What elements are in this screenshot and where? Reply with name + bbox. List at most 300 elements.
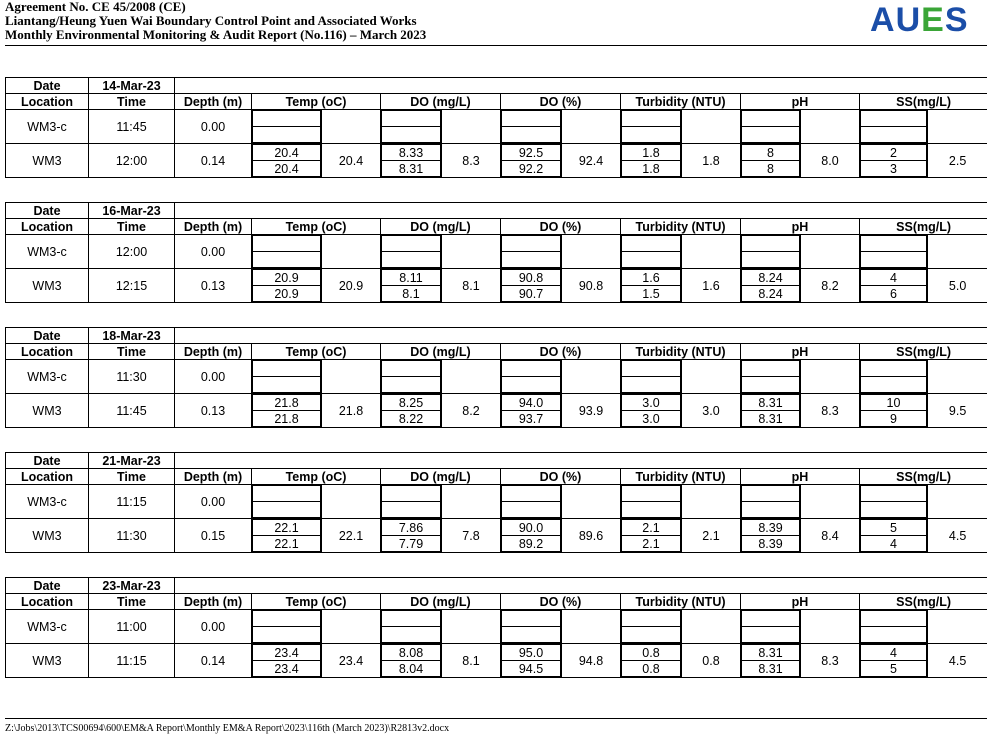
table-row-wm3-c xyxy=(6,235,987,269)
location-header: Location xyxy=(6,219,89,235)
time-header: Time xyxy=(89,94,175,110)
do-mgl-readings xyxy=(381,144,442,178)
reading-1 xyxy=(253,611,321,627)
do-pct-average: 89.6 xyxy=(562,519,621,553)
date-value: 23-Mar-23 xyxy=(89,578,175,594)
do-pct-average: 93.9 xyxy=(562,394,621,428)
reading-1 xyxy=(622,486,681,502)
reading-1 xyxy=(253,111,321,127)
reading-1: 90.0 xyxy=(502,520,561,536)
time-cell: 11:30 xyxy=(89,360,175,394)
temp-average xyxy=(322,360,381,394)
ss-header: SS(mg/L) xyxy=(860,219,987,235)
temp-average: 22.1 xyxy=(322,519,381,553)
date-row-filler xyxy=(175,453,987,469)
reading-1: 4 xyxy=(861,270,927,286)
reading-1 xyxy=(861,486,927,502)
date-value: 16-Mar-23 xyxy=(89,203,175,219)
do-mgl-average: 7.8 xyxy=(442,519,501,553)
do-pct-header: DO (%) xyxy=(501,94,621,110)
ss-average: 4.5 xyxy=(928,644,987,678)
date-label: Date xyxy=(6,453,89,469)
ph-readings xyxy=(741,360,801,394)
reading-2 xyxy=(861,502,927,518)
ph-header: pH xyxy=(741,94,860,110)
do-mgl-header: DO (mg/L) xyxy=(381,344,501,360)
time-cell: 11:15 xyxy=(89,485,175,519)
reading-1: 8.25 xyxy=(382,395,441,411)
do-mgl-readings xyxy=(381,360,442,394)
ph-header: pH xyxy=(741,344,860,360)
reading-1 xyxy=(253,236,321,252)
do-mgl-average: 8.3 xyxy=(442,144,501,178)
location-cell: WM3 xyxy=(6,394,89,428)
turbidity-header: Turbidity (NTU) xyxy=(621,469,741,485)
reading-1: 8.11 xyxy=(382,270,441,286)
temp-average: 21.8 xyxy=(322,394,381,428)
ph-header: pH xyxy=(741,219,860,235)
reading-2: 89.2 xyxy=(502,536,561,552)
turbidity-average xyxy=(682,235,741,269)
time-header: Time xyxy=(89,344,175,360)
ss-readings xyxy=(860,519,928,553)
do-mgl-average xyxy=(442,360,501,394)
reading-2: 8.04 xyxy=(382,661,441,677)
ss-readings xyxy=(860,110,928,144)
do-pct-average xyxy=(562,110,621,144)
ss-readings xyxy=(860,360,928,394)
temp-average: 23.4 xyxy=(322,644,381,678)
temp-average xyxy=(322,235,381,269)
date-row-filler xyxy=(175,203,987,219)
ph-readings xyxy=(741,485,801,519)
temp-readings xyxy=(252,610,322,644)
temp-average: 20.4 xyxy=(322,144,381,178)
date-label: Date xyxy=(6,78,89,94)
table-row-wm3-c xyxy=(6,360,987,394)
reading-1: 7.86 xyxy=(382,520,441,536)
do-pct-readings xyxy=(501,235,562,269)
depth-header: Depth (m) xyxy=(175,469,252,485)
time-cell: 12:15 xyxy=(89,269,175,303)
do-pct-readings xyxy=(501,610,562,644)
do-mgl-average xyxy=(442,110,501,144)
table-row-wm3 xyxy=(6,394,987,428)
reading-1 xyxy=(861,111,927,127)
do-pct-readings xyxy=(501,394,562,428)
do-mgl-average xyxy=(442,235,501,269)
time-cell: 11:45 xyxy=(89,394,175,428)
reading-2: 5 xyxy=(861,661,927,677)
reading-2 xyxy=(382,502,441,518)
ph-average xyxy=(801,235,860,269)
do-mgl-average: 8.2 xyxy=(442,394,501,428)
time-header: Time xyxy=(89,219,175,235)
table-row-wm3 xyxy=(6,644,987,678)
do-pct-average: 90.8 xyxy=(562,269,621,303)
reading-1: 8.39 xyxy=(742,520,800,536)
reading-1 xyxy=(502,111,561,127)
turbidity-readings xyxy=(621,519,682,553)
reading-2 xyxy=(502,502,561,518)
temp-header: Temp (oC) xyxy=(252,94,381,110)
turbidity-readings xyxy=(621,269,682,303)
do-pct-readings xyxy=(501,110,562,144)
do-pct-average: 92.4 xyxy=(562,144,621,178)
depth-cell: 0.14 xyxy=(175,644,252,678)
header-rule xyxy=(5,45,987,46)
reading-2 xyxy=(742,627,800,643)
ph-header: pH xyxy=(741,594,860,610)
reading-1: 8.33 xyxy=(382,145,441,161)
turbidity-average: 1.8 xyxy=(682,144,741,178)
ss-readings xyxy=(860,235,928,269)
reading-2 xyxy=(742,127,800,143)
reading-1 xyxy=(502,361,561,377)
ss-header: SS(mg/L) xyxy=(860,344,987,360)
reading-2 xyxy=(502,252,561,268)
reading-2 xyxy=(502,377,561,393)
ss-average: 9.5 xyxy=(928,394,987,428)
ph-average: 8.3 xyxy=(801,644,860,678)
temp-readings xyxy=(252,144,322,178)
reading-1 xyxy=(382,111,441,127)
do-mgl-average xyxy=(442,610,501,644)
do-pct-header: DO (%) xyxy=(501,344,621,360)
reading-1: 8.31 xyxy=(742,645,800,661)
do-pct-average xyxy=(562,235,621,269)
turbidity-readings xyxy=(621,644,682,678)
reading-2 xyxy=(861,627,927,643)
turbidity-header: Turbidity (NTU) xyxy=(621,594,741,610)
ph-header: pH xyxy=(741,469,860,485)
reading-2 xyxy=(253,127,321,143)
reading-2: 1.8 xyxy=(622,161,681,177)
ss-readings xyxy=(860,144,928,178)
date-label: Date xyxy=(6,328,89,344)
reading-1: 20.9 xyxy=(253,270,321,286)
reading-2: 8.39 xyxy=(742,536,800,552)
date-row-filler xyxy=(175,578,987,594)
reading-1: 4 xyxy=(861,645,927,661)
do-pct-average xyxy=(562,360,621,394)
do-mgl-readings xyxy=(381,235,442,269)
date-value: 21-Mar-23 xyxy=(89,453,175,469)
ss-readings xyxy=(860,610,928,644)
turbidity-average xyxy=(682,110,741,144)
depth-cell: 0.00 xyxy=(175,360,252,394)
location-header: Location xyxy=(6,469,89,485)
reading-1 xyxy=(742,486,800,502)
depth-header: Depth (m) xyxy=(175,219,252,235)
ss-average xyxy=(928,485,987,519)
time-cell: 11:15 xyxy=(89,644,175,678)
reading-2: 3 xyxy=(861,161,927,177)
reading-2: 8.24 xyxy=(742,286,800,302)
reading-1: 23.4 xyxy=(253,645,321,661)
turbidity-readings xyxy=(621,394,682,428)
reading-2: 8.31 xyxy=(382,161,441,177)
reading-2 xyxy=(382,252,441,268)
ss-header: SS(mg/L) xyxy=(860,94,987,110)
turbidity-average xyxy=(682,610,741,644)
reading-2: 8.31 xyxy=(742,411,800,427)
reading-1 xyxy=(742,611,800,627)
ss-readings xyxy=(860,485,928,519)
reading-2 xyxy=(742,252,800,268)
reading-1: 8.24 xyxy=(742,270,800,286)
reading-2 xyxy=(622,627,681,643)
reading-1: 2 xyxy=(861,145,927,161)
do-pct-readings xyxy=(501,485,562,519)
reading-2: 8.22 xyxy=(382,411,441,427)
reading-1: 21.8 xyxy=(253,395,321,411)
ph-average: 8.0 xyxy=(801,144,860,178)
reading-1 xyxy=(742,111,800,127)
monitoring-table xyxy=(5,202,987,303)
reading-2 xyxy=(382,627,441,643)
do-pct-readings xyxy=(501,644,562,678)
temp-header: Temp (oC) xyxy=(252,594,381,610)
ph-average xyxy=(801,610,860,644)
ss-average xyxy=(928,360,987,394)
reading-1: 8 xyxy=(742,145,800,161)
location-cell: WM3 xyxy=(6,144,89,178)
location-cell: WM3-c xyxy=(6,610,89,644)
header-line-report: Monthly Environmental Monitoring & Audit Report (No.116) – March 2023 xyxy=(5,27,427,42)
depth-cell: 0.13 xyxy=(175,269,252,303)
reading-2 xyxy=(861,377,927,393)
location-cell: WM3-c xyxy=(6,110,89,144)
ph-readings xyxy=(741,519,801,553)
temp-readings xyxy=(252,519,322,553)
location-cell: WM3-c xyxy=(6,485,89,519)
logo-letter: E xyxy=(921,1,945,39)
reading-2 xyxy=(861,252,927,268)
do-mgl-readings xyxy=(381,519,442,553)
reading-1: 95.0 xyxy=(502,645,561,661)
reading-2 xyxy=(253,377,321,393)
reading-2: 3.0 xyxy=(622,411,681,427)
reading-1 xyxy=(502,486,561,502)
depth-header: Depth (m) xyxy=(175,344,252,360)
turbidity-readings xyxy=(621,144,682,178)
reading-2 xyxy=(502,627,561,643)
temp-readings xyxy=(252,360,322,394)
turbidity-average: 1.6 xyxy=(682,269,741,303)
reading-2 xyxy=(253,252,321,268)
turbidity-average xyxy=(682,485,741,519)
reading-1: 8.08 xyxy=(382,645,441,661)
time-cell: 12:00 xyxy=(89,144,175,178)
ph-readings xyxy=(741,394,801,428)
temp-average xyxy=(322,610,381,644)
reading-2: 20.9 xyxy=(253,286,321,302)
monitoring-table xyxy=(5,327,987,428)
ss-average: 2.5 xyxy=(928,144,987,178)
turbidity-header: Turbidity (NTU) xyxy=(621,344,741,360)
reading-1: 22.1 xyxy=(253,520,321,536)
temp-readings xyxy=(252,110,322,144)
reading-2: 8.1 xyxy=(382,286,441,302)
temp-header: Temp (oC) xyxy=(252,469,381,485)
ph-readings xyxy=(741,610,801,644)
reading-2 xyxy=(382,127,441,143)
depth-cell: 0.00 xyxy=(175,610,252,644)
turbidity-average: 2.1 xyxy=(682,519,741,553)
ss-average: 4.5 xyxy=(928,519,987,553)
turbidity-readings xyxy=(621,110,682,144)
reading-2 xyxy=(742,502,800,518)
table-row-wm3 xyxy=(6,144,987,178)
turbidity-readings xyxy=(621,485,682,519)
reading-2: 92.2 xyxy=(502,161,561,177)
location-cell: WM3-c xyxy=(6,235,89,269)
table-row-wm3-c xyxy=(6,110,987,144)
monitoring-table xyxy=(5,77,987,178)
temp-readings xyxy=(252,269,322,303)
ph-average: 8.3 xyxy=(801,394,860,428)
do-pct-readings xyxy=(501,360,562,394)
do-pct-readings xyxy=(501,519,562,553)
time-cell: 11:45 xyxy=(89,110,175,144)
reading-1: 20.4 xyxy=(253,145,321,161)
do-mgl-readings xyxy=(381,394,442,428)
reading-1 xyxy=(742,361,800,377)
reading-2 xyxy=(253,502,321,518)
reading-2: 4 xyxy=(861,536,927,552)
do-mgl-header: DO (mg/L) xyxy=(381,469,501,485)
reading-2: 20.4 xyxy=(253,161,321,177)
location-cell: WM3 xyxy=(6,269,89,303)
header-line-agreement: Agreement No. CE 45/2008 (CE) xyxy=(5,0,186,14)
do-mgl-average: 8.1 xyxy=(442,644,501,678)
reading-2: 21.8 xyxy=(253,411,321,427)
time-cell: 12:00 xyxy=(89,235,175,269)
do-mgl-average xyxy=(442,485,501,519)
logo-letter: U xyxy=(895,1,922,39)
reading-2: 7.79 xyxy=(382,536,441,552)
do-mgl-readings xyxy=(381,644,442,678)
depth-header: Depth (m) xyxy=(175,94,252,110)
temp-readings xyxy=(252,394,322,428)
date-row-filler xyxy=(175,78,987,94)
reading-1: 1.6 xyxy=(622,270,681,286)
ph-average xyxy=(801,485,860,519)
reading-2 xyxy=(622,502,681,518)
turbidity-average xyxy=(682,360,741,394)
ss-readings xyxy=(860,269,928,303)
time-cell: 11:30 xyxy=(89,519,175,553)
reading-1 xyxy=(861,611,927,627)
reading-1 xyxy=(502,236,561,252)
reading-2 xyxy=(861,127,927,143)
table-row-wm3-c xyxy=(6,610,987,644)
footer-rule xyxy=(5,718,987,719)
reading-2 xyxy=(253,627,321,643)
reading-1 xyxy=(622,611,681,627)
do-pct-header: DO (%) xyxy=(501,219,621,235)
monitoring-table xyxy=(5,577,987,678)
temp-header: Temp (oC) xyxy=(252,344,381,360)
ss-average xyxy=(928,110,987,144)
turbidity-average: 0.8 xyxy=(682,644,741,678)
do-pct-header: DO (%) xyxy=(501,594,621,610)
ss-readings xyxy=(860,644,928,678)
reading-2: 8 xyxy=(742,161,800,177)
temp-average xyxy=(322,110,381,144)
reading-1 xyxy=(382,361,441,377)
reading-1 xyxy=(382,236,441,252)
do-pct-header: DO (%) xyxy=(501,469,621,485)
reading-2: 2.1 xyxy=(622,536,681,552)
reading-2 xyxy=(622,252,681,268)
date-label: Date xyxy=(6,578,89,594)
reading-1 xyxy=(382,611,441,627)
reading-1: 94.0 xyxy=(502,395,561,411)
turbidity-readings xyxy=(621,360,682,394)
reading-1: 3.0 xyxy=(622,395,681,411)
ph-readings xyxy=(741,144,801,178)
temp-average xyxy=(322,485,381,519)
date-row-filler xyxy=(175,328,987,344)
reading-2 xyxy=(622,127,681,143)
do-pct-average xyxy=(562,610,621,644)
depth-header: Depth (m) xyxy=(175,594,252,610)
reading-1: 2.1 xyxy=(622,520,681,536)
depth-cell: 0.00 xyxy=(175,485,252,519)
do-pct-average: 94.8 xyxy=(562,644,621,678)
location-cell: WM3 xyxy=(6,644,89,678)
depth-cell: 0.00 xyxy=(175,110,252,144)
date-label: Date xyxy=(6,203,89,219)
table-row-wm3 xyxy=(6,269,987,303)
monitoring-table xyxy=(5,452,987,553)
ph-readings xyxy=(741,235,801,269)
location-cell: WM3 xyxy=(6,519,89,553)
reading-1 xyxy=(861,361,927,377)
time-cell: 11:00 xyxy=(89,610,175,644)
turbidity-header: Turbidity (NTU) xyxy=(621,219,741,235)
reading-1: 10 xyxy=(861,395,927,411)
temp-readings xyxy=(252,644,322,678)
reading-2: 8.31 xyxy=(742,661,800,677)
reading-1: 5 xyxy=(861,520,927,536)
reading-2: 94.5 xyxy=(502,661,561,677)
ph-average xyxy=(801,110,860,144)
temp-header: Temp (oC) xyxy=(252,219,381,235)
ss-average: 5.0 xyxy=(928,269,987,303)
reading-1: 92.5 xyxy=(502,145,561,161)
reading-1 xyxy=(253,361,321,377)
ph-readings xyxy=(741,644,801,678)
table-row-wm3-c xyxy=(6,485,987,519)
temp-readings xyxy=(252,235,322,269)
ss-header: SS(mg/L) xyxy=(860,594,987,610)
reading-1: 90.8 xyxy=(502,270,561,286)
reading-1 xyxy=(861,236,927,252)
ph-average: 8.2 xyxy=(801,269,860,303)
time-header: Time xyxy=(89,469,175,485)
location-header: Location xyxy=(6,94,89,110)
logo-letter: A xyxy=(870,1,896,39)
ph-readings xyxy=(741,110,801,144)
reading-2: 93.7 xyxy=(502,411,561,427)
ss-readings xyxy=(860,394,928,428)
reading-2: 22.1 xyxy=(253,536,321,552)
reading-1 xyxy=(622,361,681,377)
ph-average: 8.4 xyxy=(801,519,860,553)
